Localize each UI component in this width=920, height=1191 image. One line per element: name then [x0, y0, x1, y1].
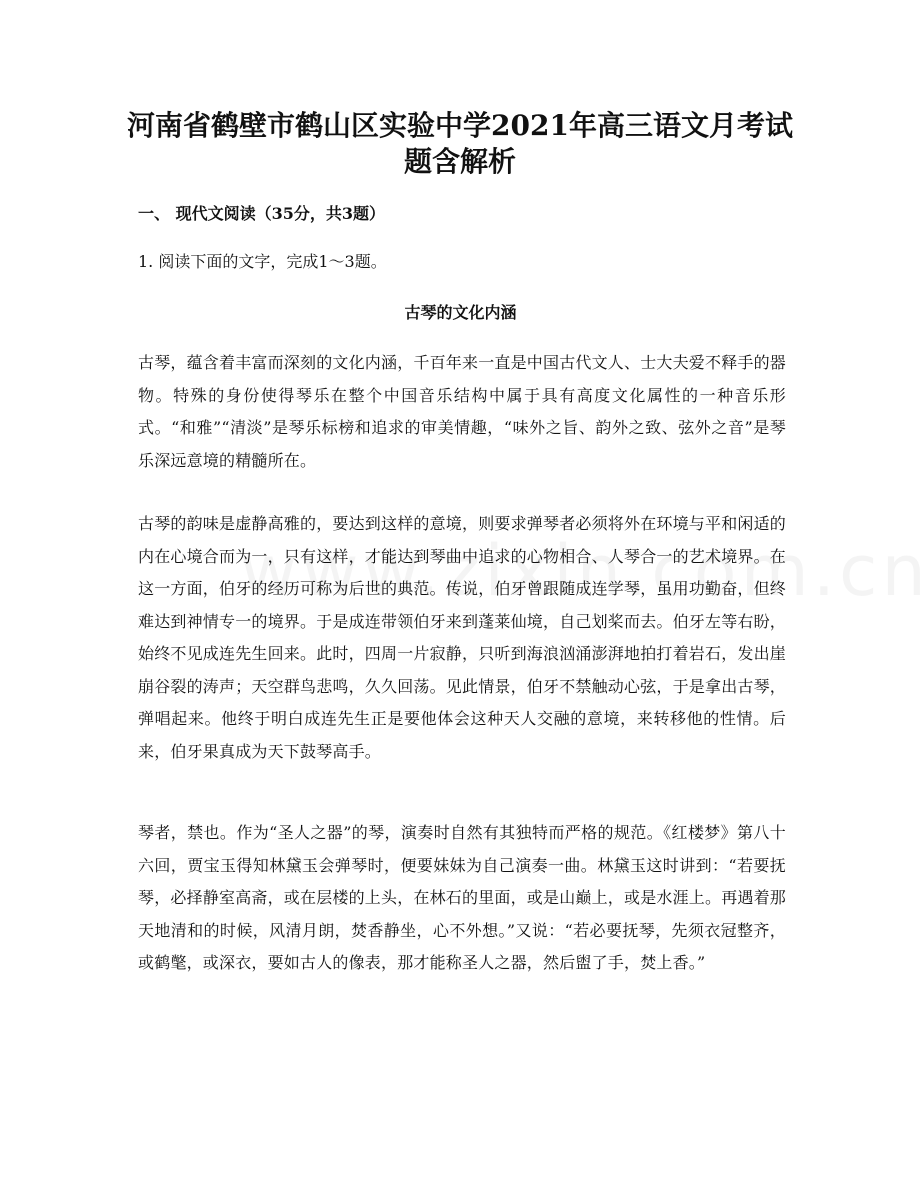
- paragraph-2: 古琴的韵味是虚静高雅的，要达到这样的意境，则要求弹琴者必须将外在环境与平和闲适的内在心境合而为一，只有这样，才能达到琴曲中追求的心物相合、人琴合一的艺术境界。在这一方面，伯牙的经历可称为后世的典范。传说，伯牙曾跟随成连学琴，虽用功勤奋，但终难达到神情专一的境界。于是成连带领伯牙来到蓬莱仙境，自己划桨而去。伯牙左等右盼，始终不见成连先生回来。此时，四周一片寂静，只听到海浪汹涌澎湃地拍打着岩石，发出崖崩谷裂的涛声；天空群鸟悲鸣，久久回荡。见此情景，伯牙不禁触动心弦，于是拿出古琴，弹唱起来。他终于明白成连先生正是要他体会这种天人交融的意境，来转移他的性情。后来，伯牙果真成为天下鼓琴高手。: [138, 514, 787, 761]
- section-heading: 一、 现代文阅读（35分，共3题）: [138, 204, 385, 223]
- article-title: 古琴的文化内涵: [404, 303, 517, 322]
- document-title: 河南省鹤壁市鹤山区实验中学2021年高三语文月考试题含解析: [127, 109, 793, 178]
- question-prompt: 1. 阅读下面的文字，完成1～3题。: [138, 252, 387, 271]
- paragraph-3: 琴者，禁也。作为“圣人之器”的琴，演奏时自然有其独特而严格的规范。《红楼梦》第八十六回，贾宝玉得知林黛玉会弹琴时，便要妹妹为自己演奏一曲。林黛玉这时讲到：“若要抚琴，必择静室高斋，或在层楼的上头，在林石的里面，或是山巅上，或是水涯上。再遇着那天地清和的时候，风清月朗，焚香静坐，心不外想。”又说：“若必要抚琴，先须衣冠整齐，或鹤氅，或深衣，要如古人的像表，那才能称圣人之器，然后盥了手，焚上香。”: [138, 823, 787, 972]
- paragraph-1: 古琴，蕴含着丰富而深刻的文化内涵，千百年来一直是中国古代文人、士大夫爱不释手的器物。特殊的身份使得琴乐在整个中国音乐结构中属于具有高度文化属性的一种音乐形式。“和雅”“清淡”是琴乐标榜和追求的审美情趣，“味外之旨、韵外之致、弦外之音”是琴乐深远意境的精髓所在。: [138, 353, 787, 470]
